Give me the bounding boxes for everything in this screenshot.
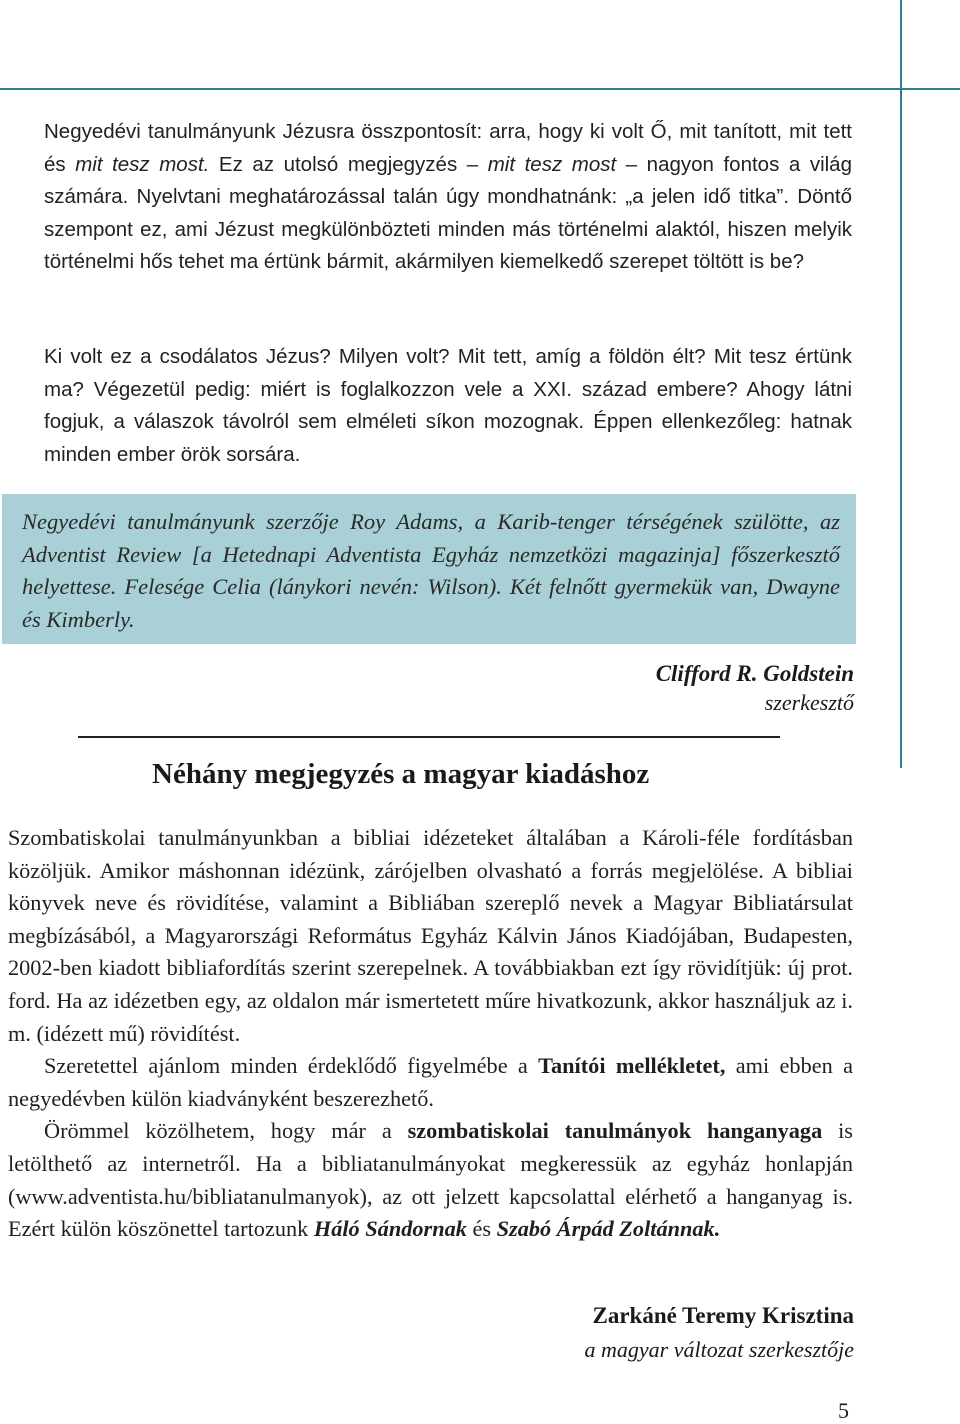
intro-text: Negyedévi tanulmányunk Jézusra összpontosít: arra, hogy ki volt Ő, mit tanított, mit tett és: [44, 120, 852, 176]
body-bold-italic-name: Háló Sándornak: [313, 1216, 467, 1242]
body-text: Szeretettel ajánlom minden érdeklődő figyelmébe a: [44, 1053, 539, 1079]
body-bold-text: Tanítói mellékletet,: [538, 1053, 726, 1079]
frame-vertical-line: [900, 0, 902, 768]
body-text: is letölthető az internetről. Ha a bibliatanulmányokat megkeressük az egyház honlapján (www.adventista.hu/bibliatanulmanyok), az ott jelzett kapcsolattal elérhető a hanganyag is. Ezért külön köszönettel tartozunk: [8, 1118, 853, 1242]
author-info-box: [2, 494, 856, 644]
body-bold-italic-name: Szabó Árpád Zoltánnak.: [496, 1216, 721, 1242]
body-text: és: [466, 1216, 497, 1242]
intro-paragraph-2: Ki volt ez a csodálatos Jézus? Milyen volt? Mit tett, amíg a földön élt? Mit tesz értünk ma? Végezetül pedig: miért is foglalkozzon vele a XXI. század embere? Ahogy látni fogjuk, a válaszok távolról sem elméleti síkon mozognak. Éppen ellenkezőleg: hatnak minden ember örök sorsára.: [44, 345, 852, 466]
section-divider: [78, 736, 780, 738]
body-paragraph-3: [8, 1115, 853, 1245]
intro-text: – nagyon fontos a világ számára. Nyelvtani meghatározással talán úgy mondhatnánk: „a jelen idő titka”. Döntő szempont ez, ami Jézust megkülönbözteti minden más történelmi alaktól, hiszen melyik történelmi hős tehet ma értünk bármit, akármilyen kiemelkedő szerepet töltött is be?: [44, 152, 852, 274]
translator-signature-role: a magyar változat szerkesztője: [584, 1337, 854, 1362]
intro-emphasis: mit tesz most.: [75, 152, 210, 176]
body-text: ami ebben a negyedévben külön kiadványként beszerezhető.: [8, 1053, 854, 1111]
intro-paragraph-1: [44, 116, 852, 279]
editor-signature-name: Clifford R. Goldstein: [655, 661, 854, 686]
page-number: 5: [838, 1398, 849, 1423]
body-paragraph-1: Szombatiskolai tanulmányunkban a bibliai idézeteket általában a Károli-féle fordításban közöljük. Amikor máshonnan idézünk, zárójelben olvasható a forrás megjelölése. A bibliai könyvek neve és rövidítése, valamint a Bibliában szereplő nevek a Magyar Bibliatársulat megbízásából, a Magyarországi Református Egyház Kálvin János Kiadójában, Budapesten, 2002-ben kiadott bibliafordítás szerint szerepelnek. A továbbiakban ezt így rövidítjük: új prot. ford. Ha az idézetben egy, az oldalon már ismertetett műre hivatkozunk, akkor használjuk az i. m. (idézett mű) rövidítést.: [8, 825, 853, 1046]
frame-horizontal-line: [0, 88, 960, 90]
translator-signature-name: Zarkáné Teremy Krisztina: [592, 1303, 854, 1328]
intro-text: Ez az utolsó megjegyzés –: [209, 152, 488, 176]
intro-emphasis: mit tesz most: [487, 152, 617, 176]
section-title: Néhány megjegyzés a magyar kiadáshoz: [152, 758, 650, 790]
body-bold-text: szombatiskolai tanulmányok hanganyaga: [407, 1118, 823, 1144]
body-paragraph-2: [8, 1050, 853, 1115]
author-info-text: Negyedévi tanulmányunk szerzője Roy Adams, a Karib-tenger térségének szülötte, az Adventist Review [a Hetednapi Adventista Egyház nemzetközi magazinja] főszerkesztő helyettese. Felesége Celia (lánykori nevén: Wilson). Két felnőtt gyermekük van, Dwayne és Kimberly.: [22, 509, 840, 632]
body-text: Örömmel közölhetem, hogy már a: [44, 1118, 408, 1144]
section-body: [8, 822, 853, 1246]
editor-signature-role: szerkesztő: [764, 690, 854, 715]
